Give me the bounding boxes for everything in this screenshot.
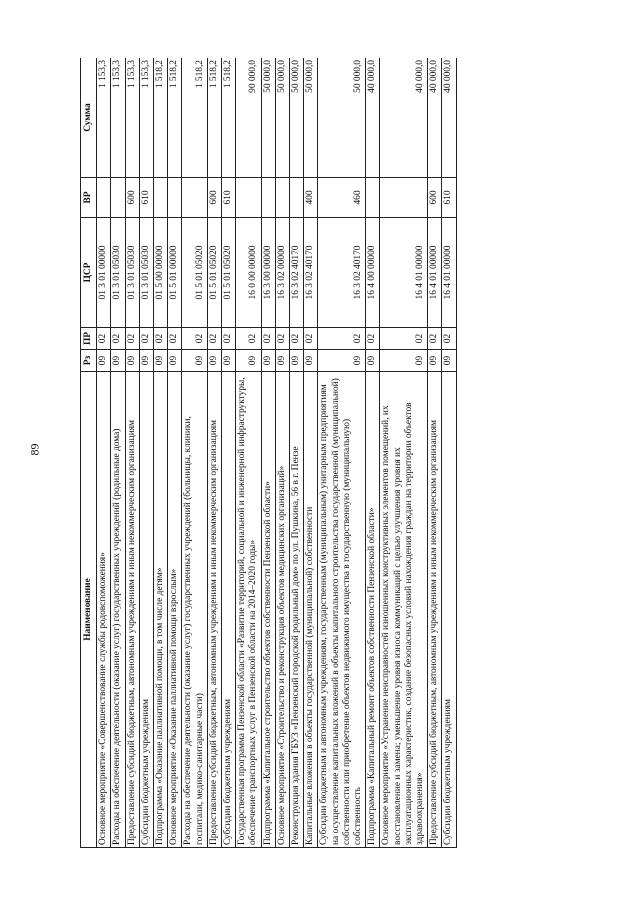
cell-pr: 02: [125, 328, 139, 350]
cell-pr: 02: [111, 328, 125, 350]
cell-csr: 16 3 00 00000: [261, 218, 275, 328]
cell-name: Расходы на обеспечение деятельности (оказание услуг) государственных учреждений (больницы, клиники, госпитали, медико-санитарные части): [182, 372, 207, 848]
table-row: [366, 58, 380, 848]
cell-name: Реконструкция здания ГБУЗ «Пензенский городской родильный дом» по ул. Пушкина, 56 в г. Пензе: [290, 372, 304, 848]
cell-rz: 09: [275, 350, 289, 372]
cell-pr: 02: [318, 328, 366, 350]
cell-vr: [366, 178, 380, 218]
cell-vr: [182, 178, 207, 218]
cell-sum: 1 518,2: [168, 58, 182, 178]
cell-sum: 50 000,0: [304, 58, 318, 178]
cell-vr: 600: [207, 178, 221, 218]
header-rz: Рз: [81, 350, 97, 372]
cell-csr: 16 0 00 00000: [236, 218, 261, 328]
page-number: 89: [27, 443, 42, 456]
table-row: [236, 58, 261, 848]
cell-pr: 02: [222, 328, 236, 350]
budget-table: [80, 58, 457, 848]
cell-vr: [97, 178, 111, 218]
cell-name: Подпрограмма «Капитальный ремонт объектов собственности Пензенской области»: [366, 372, 380, 848]
cell-pr: 02: [380, 328, 428, 350]
cell-rz: 09: [304, 350, 318, 372]
cell-sum: 1 153,3: [111, 58, 125, 178]
cell-rz: 09: [236, 350, 261, 372]
cell-pr: 02: [154, 328, 168, 350]
cell-pr: 02: [168, 328, 182, 350]
cell-vr: 460: [318, 178, 366, 218]
cell-csr: 16 3 02 40170: [304, 218, 318, 328]
cell-pr: 02: [236, 328, 261, 350]
cell-name: Предоставление субсидий бюджетным, автономным учреждениям и иным некоммерческим организациям: [125, 372, 139, 848]
cell-name: Субсидии бюджетным учреждениям: [222, 372, 236, 848]
cell-sum: 1 153,3: [125, 58, 139, 178]
cell-sum: 1 518,2: [222, 58, 236, 178]
cell-name: Расходы на обеспечение деятельности (оказание услуг) государственных учреждений (родильные дома): [111, 372, 125, 848]
cell-pr: 02: [304, 328, 318, 350]
table-row: [182, 58, 207, 848]
cell-sum: 40 000,0: [366, 58, 380, 178]
table-row: [111, 58, 125, 848]
cell-rz: 09: [290, 350, 304, 372]
cell-csr: 16 4 00 00000: [366, 218, 380, 328]
cell-vr: [261, 178, 275, 218]
cell-sum: 40 000,0: [380, 58, 428, 178]
cell-name: Основное мероприятие «Устранение неисправностей изношенных конструктивных элементов помещений, их восстановление и замена; уменьшение уровня износа коммуникаций с целью улучшения уровня их эксплуатационных характеристик, создание безопасных условий нахождения граждан на территории объектов здравоохранения»: [380, 372, 428, 848]
rotated-table-wrapper: [80, 58, 610, 848]
table-row: [222, 58, 236, 848]
cell-name: Подпрограмма «Оказание паллиативной помощи, в том числе детям»: [154, 372, 168, 848]
cell-rz: 09: [111, 350, 125, 372]
cell-vr: 610: [222, 178, 236, 218]
table-row: [275, 58, 289, 848]
cell-vr: 400: [304, 178, 318, 218]
cell-csr: 01 3 01 00000: [97, 218, 111, 328]
cell-pr: 02: [207, 328, 221, 350]
cell-name: Основное мероприятие «Оказание паллиативной помощи взрослым»: [168, 372, 182, 848]
cell-pr: 02: [261, 328, 275, 350]
table-body: [97, 58, 456, 848]
cell-vr: 610: [442, 178, 456, 218]
table-row: [318, 58, 366, 848]
table-row: [139, 58, 153, 848]
cell-rz: 09: [207, 350, 221, 372]
table-row: [442, 58, 456, 848]
table-row: [261, 58, 275, 848]
cell-name: Государственная программа Пензенской области «Развитие территорий, социальной и инженерной инфраструктуры, обеспечение транспортных услуг в Пензенской области на 2014–2020 годы»: [236, 372, 261, 848]
cell-csr: 16 3 02 40170: [318, 218, 366, 328]
cell-csr: 01 3 01 05030: [111, 218, 125, 328]
cell-rz: 09: [154, 350, 168, 372]
cell-csr: 01 5 01 00000: [168, 218, 182, 328]
cell-vr: [154, 178, 168, 218]
cell-pr: 02: [428, 328, 442, 350]
cell-pr: 02: [97, 328, 111, 350]
cell-vr: [111, 178, 125, 218]
cell-sum: 1 153,3: [97, 58, 111, 178]
header-pr: ПР: [81, 328, 97, 350]
table-header-row: [81, 58, 97, 848]
header-name: Наименование: [81, 372, 97, 848]
header-sum: Сумма: [81, 58, 97, 178]
cell-sum: 1 518,2: [207, 58, 221, 178]
cell-sum: 50 000,0: [261, 58, 275, 178]
cell-rz: 09: [168, 350, 182, 372]
cell-name: Предоставление субсидий бюджетным, автономным учреждениям и иным некоммерческим организациям: [428, 372, 442, 848]
rotated-page-frame: [80, 58, 610, 848]
table-row: [428, 58, 442, 848]
cell-sum: 1 518,2: [154, 58, 168, 178]
cell-pr: 02: [182, 328, 207, 350]
cell-csr: 01 5 00 00000: [154, 218, 168, 328]
cell-csr: 16 4 01 00000: [380, 218, 428, 328]
cell-vr: [380, 178, 428, 218]
cell-rz: 09: [182, 350, 207, 372]
header-csr: ЦСР: [81, 218, 97, 328]
cell-csr: 01 5 01 05020: [182, 218, 207, 328]
cell-csr: 16 4 01 00000: [442, 218, 456, 328]
cell-pr: 02: [290, 328, 304, 350]
cell-rz: 09: [125, 350, 139, 372]
cell-rz: 09: [380, 350, 428, 372]
cell-csr: 01 3 01 05030: [139, 218, 153, 328]
cell-vr: [168, 178, 182, 218]
table-row: [290, 58, 304, 848]
cell-vr: [290, 178, 304, 218]
cell-name: Основное мероприятие «Совершенствование службы родовспоможения»: [97, 372, 111, 848]
cell-rz: 09: [428, 350, 442, 372]
table-row: [380, 58, 428, 848]
cell-csr: 16 3 02 00000: [275, 218, 289, 328]
cell-rz: 09: [139, 350, 153, 372]
cell-pr: 02: [275, 328, 289, 350]
cell-name: Основное мероприятие «Строительство и реконструкция объектов медицинских организаций»: [275, 372, 289, 848]
table-row: [168, 58, 182, 848]
cell-csr: 01 3 01 05030: [125, 218, 139, 328]
cell-name: Предоставление субсидий бюджетным, автономным учреждениям и иным некоммерческим организациям: [207, 372, 221, 848]
cell-vr: [275, 178, 289, 218]
table-row: [154, 58, 168, 848]
cell-vr: 610: [139, 178, 153, 218]
header-vr: ВР: [81, 178, 97, 218]
cell-name: Субсидии бюджетным учреждениям: [139, 372, 153, 848]
table-row: [125, 58, 139, 848]
cell-rz: 09: [261, 350, 275, 372]
cell-sum: 1 518,2: [182, 58, 207, 178]
cell-name: Капитальные вложения в объекты государственной (муниципальной) собственности: [304, 372, 318, 848]
cell-name: Подпрограмма «Капитальное строительство объектов собственности Пензенской области»: [261, 372, 275, 848]
cell-rz: 09: [366, 350, 380, 372]
cell-sum: 40 000,0: [442, 58, 456, 178]
cell-pr: 02: [366, 328, 380, 350]
table-row: [97, 58, 111, 848]
table-row: [304, 58, 318, 848]
cell-csr: 01 5 01 05020: [207, 218, 221, 328]
cell-csr: 16 4 01 00000: [428, 218, 442, 328]
cell-csr: 16 3 02 40170: [290, 218, 304, 328]
table-row: [207, 58, 221, 848]
cell-vr: [236, 178, 261, 218]
cell-name: Субсидии бюджетным и автономным учреждениям, государственным (муниципальным) унитарным предприятиям на осуществление капитальных вложений в объекты капитального строительства государственной (муниципальной) собственности или приобретение объектов недвижимого имущества в государственную (муниципальную) собственность: [318, 372, 366, 848]
cell-vr: 600: [428, 178, 442, 218]
cell-rz: 09: [97, 350, 111, 372]
cell-rz: 09: [318, 350, 366, 372]
cell-rz: 09: [442, 350, 456, 372]
cell-name: Субсидии бюджетным учреждениям: [442, 372, 456, 848]
cell-sum: 50 000,0: [318, 58, 366, 178]
cell-sum: 90 000,0: [236, 58, 261, 178]
cell-vr: 600: [125, 178, 139, 218]
cell-sum: 50 000,0: [290, 58, 304, 178]
cell-rz: 09: [222, 350, 236, 372]
cell-sum: 1 153,3: [139, 58, 153, 178]
cell-sum: 40 000,0: [428, 58, 442, 178]
cell-pr: 02: [139, 328, 153, 350]
cell-csr: 01 5 01 05020: [222, 218, 236, 328]
cell-pr: 02: [442, 328, 456, 350]
cell-sum: 50 000,0: [275, 58, 289, 178]
